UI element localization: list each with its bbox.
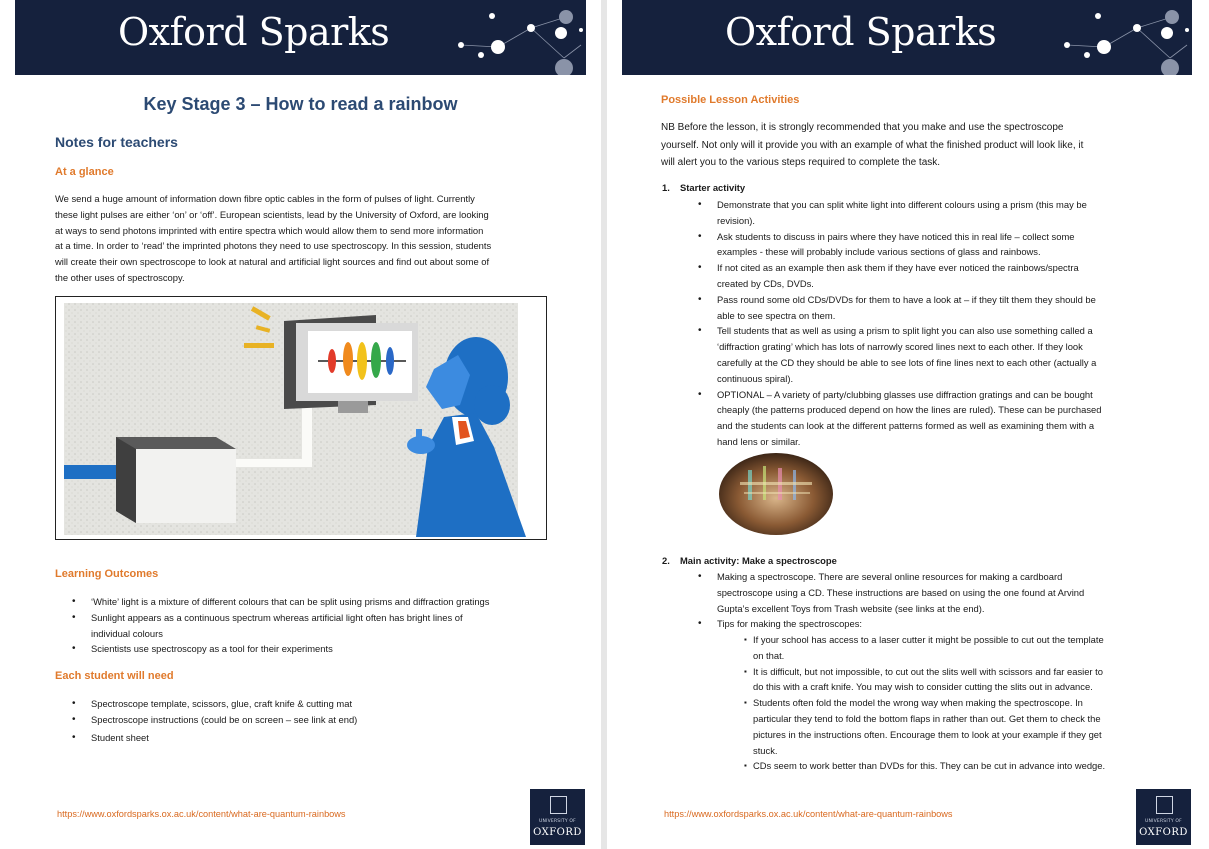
intro-line: the other uses of spectroscopy. [55, 271, 185, 283]
at-a-glance-heading: At a glance [55, 166, 114, 178]
starter-list [698, 197, 1143, 450]
spectroscope-illustration [55, 296, 547, 540]
oxford-logo: UNIVERSITY OF OXFORD [530, 789, 585, 845]
list-item: • Tell students that as well as using a prism to split light you can also use something called a ‘diffraction grating’ which has lots of narrowly scored lines next to each other. If they look carefully at the CD they should be able to see lots of fine lines next to each other (actually a continuous spiral). [698, 323, 1143, 386]
nb-paragraph: NB Before the lesson, it is strongly recommended that you make and use the spectroscope yourself. Not only will it provide you with an example of what the finished product will look like, it will alert you to the various steps required to complete the task. [661, 122, 1084, 168]
activities-heading: Possible Lesson Activities [661, 94, 800, 106]
page-right [607, 0, 1209, 849]
section-number: 1. [662, 182, 670, 193]
starter-heading: Starter activity [680, 182, 746, 193]
list-item: • Scientists use spectroscopy as a tool for their experiments [72, 641, 572, 657]
list-item: • Tips for making the spectroscopes: [698, 616, 1143, 632]
brand-title: Oxford Sparks [725, 10, 997, 54]
crest-icon [550, 796, 567, 814]
list-item: • Student sheet [72, 730, 572, 746]
list-item: • OPTIONAL – A variety of party/clubbing glasses use diffraction gratings and can be bought cheaply (the patterns produced depend on how the lines are ruled). These can be purchased and the students can look at the different patterns formed as well as examining them with a hand lens or similar. [698, 387, 1143, 450]
main-activity-heading: Main activity: Make a spectroscope [680, 555, 837, 566]
intro-line: We send a huge amount of information down fibre optic cables in the form of pulses of light. Currently [55, 193, 475, 204]
crest-icon [1156, 796, 1173, 814]
student-needs-list [72, 696, 572, 745]
oxford-logo: UNIVERSITY OF OXFORD [1136, 789, 1191, 845]
footer-url-link[interactable]: https://www.oxfordsparks.ox.ac.uk/content/what-are-quantum-rainbows [664, 809, 953, 819]
notes-heading: Notes for teachers [55, 134, 178, 150]
scientist-spectroscope-image [56, 297, 546, 539]
tips-list [743, 632, 1153, 774]
list-item: ▪ It is difficult, but not impossible, to cut out the slits well with scissors and far easier to do this with a craft knife. You may wish to consider cutting the slits out in advance. [743, 664, 1153, 696]
main-activity-list [698, 569, 1143, 632]
list-item: ▪ Students often fold the model the wrong way when making the spectroscope. In particular they tend to fold the bottom flaps in rather than out. Get them to check the pictures in the instructions often. Encourage them to look at your example if they get stuck. [743, 695, 1153, 758]
brand-title: Oxford Sparks [118, 10, 390, 54]
intro-line: at ways to send photons imprinted with entire spectra which would allow them to send more information [55, 224, 484, 236]
header-banner [622, 0, 1192, 75]
intro-line: will create their own spectroscope to look at natural and artificial light sources and find out about some of [55, 256, 490, 268]
student-needs-heading: Each student will need [55, 670, 174, 682]
page-left [0, 0, 601, 849]
footer-url-link[interactable]: https://www.oxfordsparks.ox.ac.uk/content/what-are-quantum-rainbows [57, 809, 346, 819]
list-item: ▪ CDs seem to work better than DVDs for this. They can be cut in advance into wedge. [743, 758, 1153, 774]
list-item: • Demonstrate that you can split white light into different colours using a prism (this may be revision). [698, 197, 1143, 229]
list-item: • Pass round some old CDs/DVDs for them to have a look at – if they tilt them they should be able to see spectra on them. [698, 292, 1143, 324]
constellation-icon [1042, 0, 1192, 75]
list-item: • Sunlight appears as a continuous spectrum whereas artificial light often has bright lines of individual colours [72, 610, 572, 642]
intro-line: at a time. In order to ‘read’ the imprinted photons they need to use spectroscopy. In this session, students [55, 240, 492, 252]
intro-line: these light pulses are either ‘on’ or ‘off’. European scientists, lead by the University of Oxford, are looking [55, 208, 489, 220]
constellation-icon [436, 0, 586, 75]
page-title: Key Stage 3 – How to read a rainbow [143, 94, 458, 114]
list-item: • Spectroscope instructions (could be on screen – see link at end) [72, 712, 572, 728]
list-item: • If not cited as an example then ask them if they have ever noticed the rainbows/spectra created by CDs, DVDs. [698, 260, 1143, 292]
learning-outcomes-heading: Learning Outcomes [55, 568, 159, 580]
diffraction-glasses-photo [718, 452, 835, 536]
intro-paragraph [55, 191, 555, 286]
list-item: ▪ If your school has access to a laser cutter it might be possible to cut out the template on that. [743, 632, 1153, 664]
section-number: 2. [662, 555, 670, 566]
header-banner [15, 0, 586, 75]
list-item: • Ask students to discuss in pairs where they have noticed this in real life – collect some examples - these will probably include various sections of glass and rainbows. [698, 229, 1143, 261]
list-item: • Making a spectroscope. There are several online resources for making a cardboard spectroscope using a CD. These instructions are based on using the one found at Arvind Gupta’s excellent Toys from Trash website (see links at the end). [698, 569, 1143, 616]
learning-outcomes-list [72, 594, 572, 657]
list-item: • Spectroscope template, scissors, glue, craft knife & cutting mat [72, 696, 572, 712]
list-item: • ‘White’ light is a mixture of different colours that can be split using prisms and diffraction gratings [72, 594, 572, 610]
